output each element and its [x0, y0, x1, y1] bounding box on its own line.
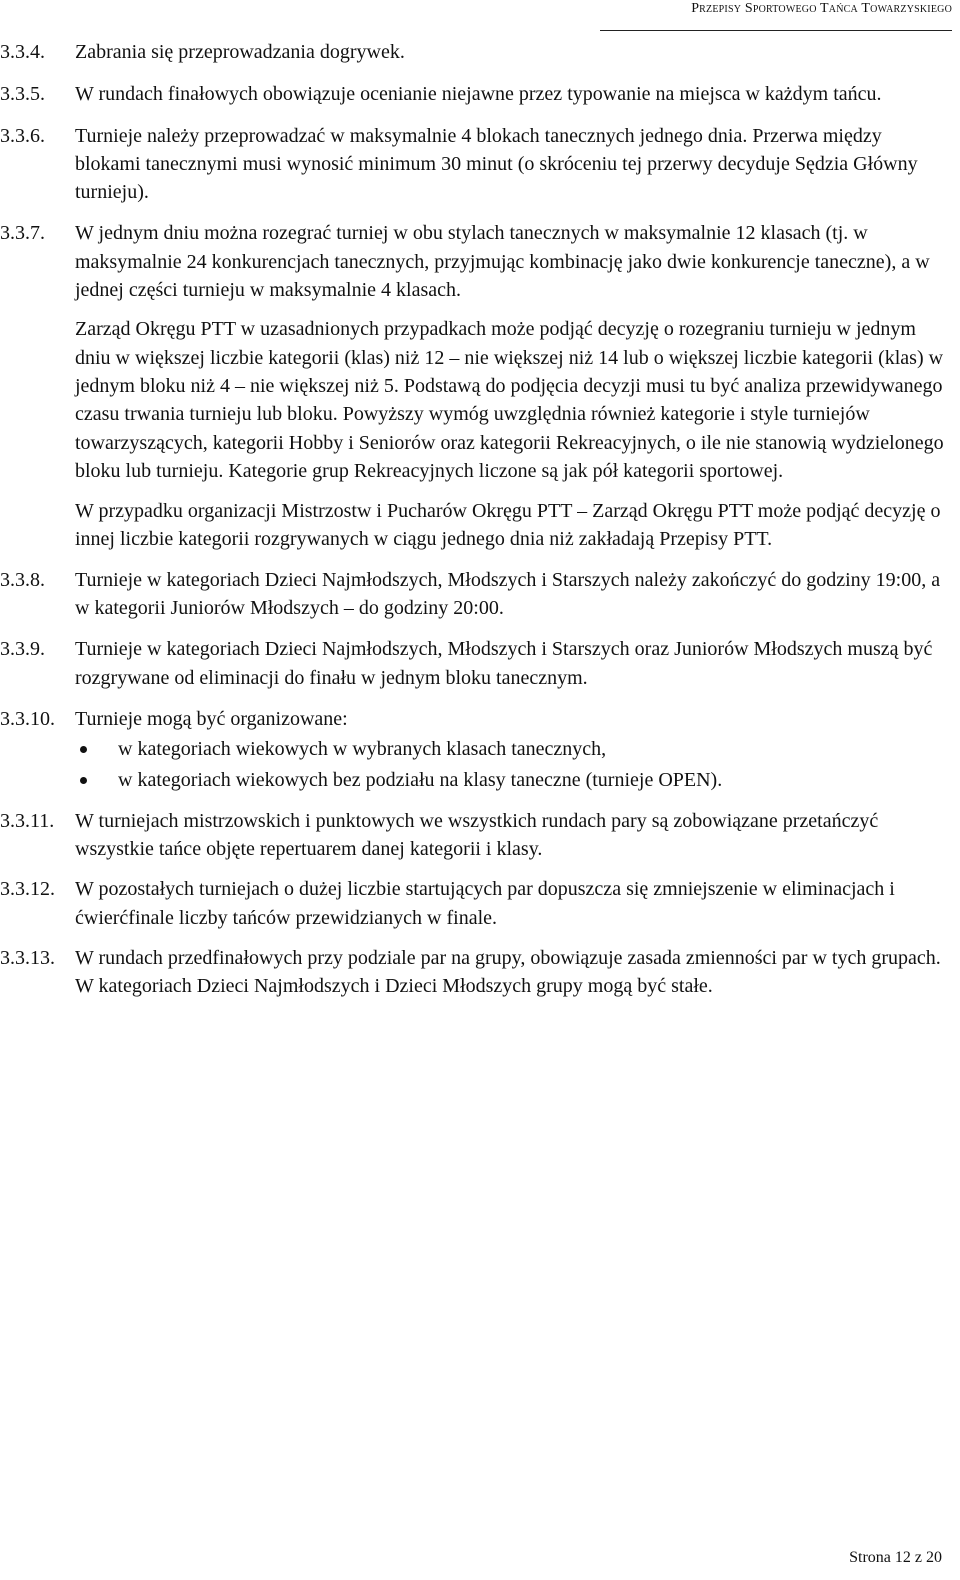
section-number: 3.3.8.	[0, 568, 45, 591]
section-3-3-10	[0, 705, 945, 733]
section-number: 3.3.6.	[0, 124, 45, 147]
section-text: Turnieje w kategoriach Dzieci Najmłodszych, Młodszych i Starszych należy zakończyć do godziny 19:00, a w kategorii Juniorów Młodszych – do godziny 20:00.	[75, 568, 941, 620]
section-text: Turnieje w kategoriach Dzieci Najmłodszych, Młodszych i Starszych oraz Juniorów Młodszych muszą być rozgrywane od eliminacji do finału w jednym bloku tanecznym.	[75, 638, 933, 689]
section-number: 3.3.12.	[0, 878, 55, 901]
section-3-3-7-paragraph-1: Zarząd Okręgu PTT w uzasadnionych przypadkach może podjąć decyzję o rozegraniu turnieju w jednym dniu w większej liczbie kategorii (klas) niż 12 – nie większej niż 14 lub o większej liczbie kategorii (klas) w jednym bloku niż 4 – nie większej niż 5. Podstawą do podjęcia decyzji musi tu być analiza przewidywanego czasu trwania turnieju lub bloku. Powyższy wymóg uwzględnia również kategorie i style turniejów towarzyszących, kategorii Hobby i Seniorów oraz kategorii Rekreacyjnych, o ile nie stanowią wydzielonego bloku lub turnieju. Kategorie grup Rekreacyjnych liczone są jak pół kategorii sportowej.	[75, 318, 944, 482]
section-3-3-9	[0, 635, 945, 692]
section-text: W jednym dniu można rozegrać turniej w obu stylach tanecznych w maksymalnie 12 klasach (tj. w maksymalnie 24 konkurencjach tanecznych, przyjmując kombinację jako dwie konkurencje taneczne), a w jednej części turnieju w maksymalnie 4 klasach.	[75, 222, 930, 302]
section-text: W rundach przedfinałowych przy podziale par na grupy, obowiązuje zasada zmienności par w tych grupach. W kategoriach Dzieci Najmłodszych i Dzieci Młodszych grupy mogą być stałe.	[75, 947, 941, 998]
section-text: Zabrania się przeprowadzania dogrywek.	[75, 41, 405, 63]
section-3-3-4	[0, 38, 945, 66]
section-3-3-7-paragraph-2: W przypadku organizacji Mistrzostw i Pucharów Okręgu PTT – Zarząd Okręgu PTT może podjąć decyzję o innej liczbie kategorii rozgrywanych w ciągu jednego dnia niż zakładają Przepisy PTT.	[75, 500, 941, 551]
document-body	[0, 38, 945, 1001]
section-3-3-6	[0, 122, 945, 207]
section-text: W turniejach mistrzowskich i punktowych we wszystkich rundach pary są zobowiązane przetańczyć wszystkie tańce objęte repertuarem danej kategorii i klasy.	[75, 809, 879, 861]
section-number: 3.3.10.	[0, 707, 55, 730]
section-3-3-8	[0, 566, 945, 623]
section-text: Turnieje mogą być organizowane:	[75, 707, 348, 730]
section-text: W pozostałych turniejach o dużej liczbie startujących par dopuszcza się zmniejszenie w eliminacjach i ćwierćfinale liczby tańców przewidzianych w finale.	[75, 878, 895, 929]
section-number: 3.3.13.	[0, 947, 55, 970]
section-3-3-5	[0, 80, 945, 108]
organization-options-list	[75, 735, 945, 794]
list-item: w kategoriach wiekowych w wybranych klasach tanecznych,	[75, 735, 945, 763]
running-header	[600, 0, 952, 31]
section-number: 3.3.11.	[0, 809, 55, 832]
header-title: Przepisy Sportowego Tańca Towarzyskiego	[691, 1, 952, 16]
section-3-3-13	[0, 944, 945, 1001]
section-text: W rundach finałowych obowiązuje ocenianie niejawne przez typowanie na miejsca w każdym tańcu.	[75, 83, 882, 106]
section-3-3-11	[0, 807, 945, 864]
section-3-3-12	[0, 875, 945, 932]
list-item: w kategoriach wiekowych bez podziału na klasy taneczne (turnieje OPEN).	[75, 766, 945, 794]
section-number: 3.3.9.	[0, 638, 45, 661]
section-3-3-7	[0, 219, 945, 304]
section-number: 3.3.4.	[0, 41, 45, 63]
page-number: Strona 12 z 20	[849, 1549, 942, 1566]
section-text: Turnieje należy przeprowadzać w maksymalnie 4 blokach tanecznych jednego dnia. Przerwa między blokami tanecznymi musi wynosić minimum 30 minut (o skróceniu tej przerwy decyduje Sędzia Główny turnieju).	[75, 124, 918, 204]
section-number: 3.3.7.	[0, 222, 45, 245]
section-number: 3.3.5.	[0, 83, 45, 106]
